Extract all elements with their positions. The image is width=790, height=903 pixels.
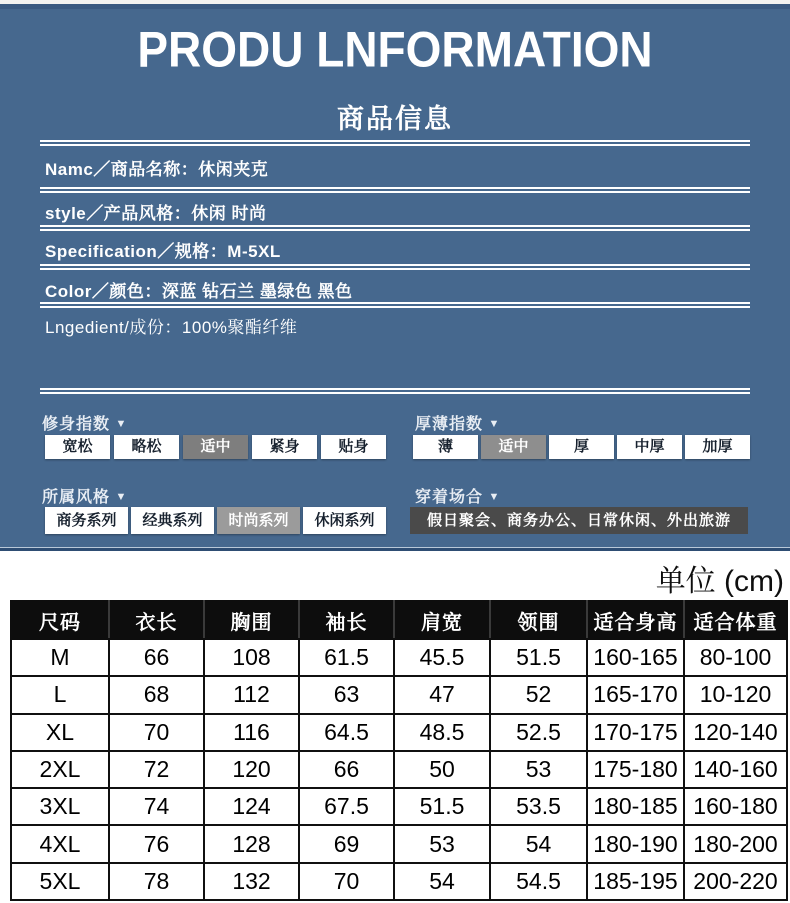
panel-bottom-dark-line (0, 548, 790, 551)
table-cell: 175-180 (587, 751, 684, 788)
table-cell: 10-120 (684, 676, 787, 713)
table-cell: 112 (204, 676, 299, 713)
table-cell: 2XL (11, 751, 109, 788)
separator-line (40, 140, 750, 146)
table-cell: 124 (204, 788, 299, 825)
table-cell: 180-190 (587, 825, 684, 862)
fit-index-label (42, 411, 127, 434)
table-cell: 68 (109, 676, 204, 713)
table-cell: 53.5 (490, 788, 587, 825)
attribute-product-name: Namc／商品名称：休闲夹克 (45, 160, 269, 179)
table-cell: 108 (204, 639, 299, 676)
table-column-header: 肩宽 (394, 601, 490, 639)
table-cell: 132 (204, 863, 299, 900)
top-dark-edge (0, 4, 790, 9)
attribute-specification: Specification／规格：M-5XL (45, 242, 281, 261)
style-series-label (42, 484, 127, 507)
table-cell: 66 (109, 639, 204, 676)
series-option-casual[interactable]: 休闲系列 (303, 507, 386, 534)
table-cell: 180-200 (684, 825, 787, 862)
table-cell: 69 (299, 825, 394, 862)
caret-down-icon: ▼ (115, 418, 128, 430)
table-column-header: 胸围 (204, 601, 299, 639)
table-cell: 45.5 (394, 639, 490, 676)
table-cell: 5XL (11, 863, 109, 900)
size-table-body (11, 639, 787, 900)
table-cell: 76 (109, 825, 204, 862)
table-cell: 48.5 (394, 714, 490, 751)
fit-option-tight[interactable]: 紧身 (252, 435, 317, 459)
table-cell: 185-195 (587, 863, 684, 900)
fit-index-label-text: 修身指数 (42, 416, 111, 433)
attribute-product-style: style／产品风格：休闲 时尚 (45, 204, 267, 223)
thickness-option-medium[interactable]: 适中 (481, 435, 546, 459)
caret-down-icon: ▼ (488, 491, 501, 503)
table-cell: 128 (204, 825, 299, 862)
table-row (11, 788, 787, 825)
table-cell: 51.5 (394, 788, 490, 825)
table-column-header: 袖长 (299, 601, 394, 639)
table-cell: L (11, 676, 109, 713)
table-column-header: 尺码 (11, 601, 109, 639)
table-cell: 53 (490, 751, 587, 788)
panel-title-english: PRODU LNFORMATION (137, 20, 653, 78)
table-cell: 80-100 (684, 639, 787, 676)
caret-down-icon: ▼ (488, 418, 501, 430)
table-row (11, 863, 787, 900)
table-header-row (11, 601, 787, 639)
style-series-label-text: 所属风格 (42, 489, 111, 506)
table-cell: 67.5 (299, 788, 394, 825)
table-row (11, 825, 787, 862)
separator-line (40, 388, 750, 394)
fit-option-loose[interactable]: 宽松 (45, 435, 110, 459)
table-cell: 4XL (11, 825, 109, 862)
thickness-option-mid-thick[interactable]: 中厚 (617, 435, 682, 459)
table-cell: 72 (109, 751, 204, 788)
table-cell: 52 (490, 676, 587, 713)
thickness-index-label (415, 411, 500, 434)
fit-option-semi-loose[interactable]: 略松 (114, 435, 179, 459)
separator-line (40, 187, 750, 193)
table-cell: 54 (490, 825, 587, 862)
table-cell: 116 (204, 714, 299, 751)
size-table (10, 600, 788, 901)
panel-title-chinese: 商品信息 (337, 104, 453, 134)
table-cell: 70 (299, 863, 394, 900)
thickness-option-thick[interactable]: 厚 (549, 435, 614, 459)
size-table-header (11, 601, 787, 639)
table-row (11, 639, 787, 676)
table-cell: 61.5 (299, 639, 394, 676)
table-cell: XL (11, 714, 109, 751)
table-cell: 52.5 (490, 714, 587, 751)
table-cell: 160-165 (587, 639, 684, 676)
fit-option-skin-tight[interactable]: 贴身 (321, 435, 386, 459)
table-cell: 180-185 (587, 788, 684, 825)
table-cell: 64.5 (299, 714, 394, 751)
table-row (11, 714, 787, 751)
table-row (11, 676, 787, 713)
table-cell: 74 (109, 788, 204, 825)
table-cell: 78 (109, 863, 204, 900)
table-cell: 47 (394, 676, 490, 713)
table-cell: 66 (299, 751, 394, 788)
table-column-header: 适合身高 (587, 601, 684, 639)
table-cell: 50 (394, 751, 490, 788)
series-option-fashion[interactable]: 时尚系列 (217, 507, 300, 534)
table-cell: 51.5 (490, 639, 587, 676)
table-cell: 120-140 (684, 714, 787, 751)
table-cell: 3XL (11, 788, 109, 825)
table-cell: 54 (394, 863, 490, 900)
series-option-classic[interactable]: 经典系列 (131, 507, 214, 534)
table-cell: 63 (299, 676, 394, 713)
separator-line (40, 264, 750, 270)
occasion-label (415, 484, 500, 507)
table-cell: 70 (109, 714, 204, 751)
table-cell: 140-160 (684, 751, 787, 788)
unit-label: 单位 (cm) (655, 565, 784, 598)
attribute-ingredient: Lngedient/成份：100%聚酯纤维 (45, 318, 298, 337)
table-column-header: 衣长 (109, 601, 204, 639)
separator-line (40, 302, 750, 308)
table-cell: 160-180 (684, 788, 787, 825)
table-row (11, 751, 787, 788)
table-cell: 200-220 (684, 863, 787, 900)
separator-line (40, 225, 750, 231)
thickness-index-label-text: 厚薄指数 (415, 416, 484, 433)
series-option-business[interactable]: 商务系列 (45, 507, 128, 534)
occasion-value-bar: 假日聚会、商务办公、日常休闲、外出旅游 (410, 507, 748, 534)
attribute-color: Color／颜色：深蓝 钻石兰 墨绿色 黑色 (45, 282, 353, 301)
table-cell: 120 (204, 751, 299, 788)
table-column-header: 适合体重 (684, 601, 787, 639)
table-column-header: 领围 (490, 601, 587, 639)
caret-down-icon: ▼ (115, 491, 128, 503)
table-cell: 170-175 (587, 714, 684, 751)
table-cell: M (11, 639, 109, 676)
table-cell: 53 (394, 825, 490, 862)
occasion-label-text: 穿着场合 (415, 489, 484, 506)
thickness-option-thin[interactable]: 薄 (413, 435, 478, 459)
fit-option-regular[interactable]: 适中 (183, 435, 248, 459)
table-cell: 165-170 (587, 676, 684, 713)
table-cell: 54.5 (490, 863, 587, 900)
thickness-option-extra-thick[interactable]: 加厚 (685, 435, 750, 459)
